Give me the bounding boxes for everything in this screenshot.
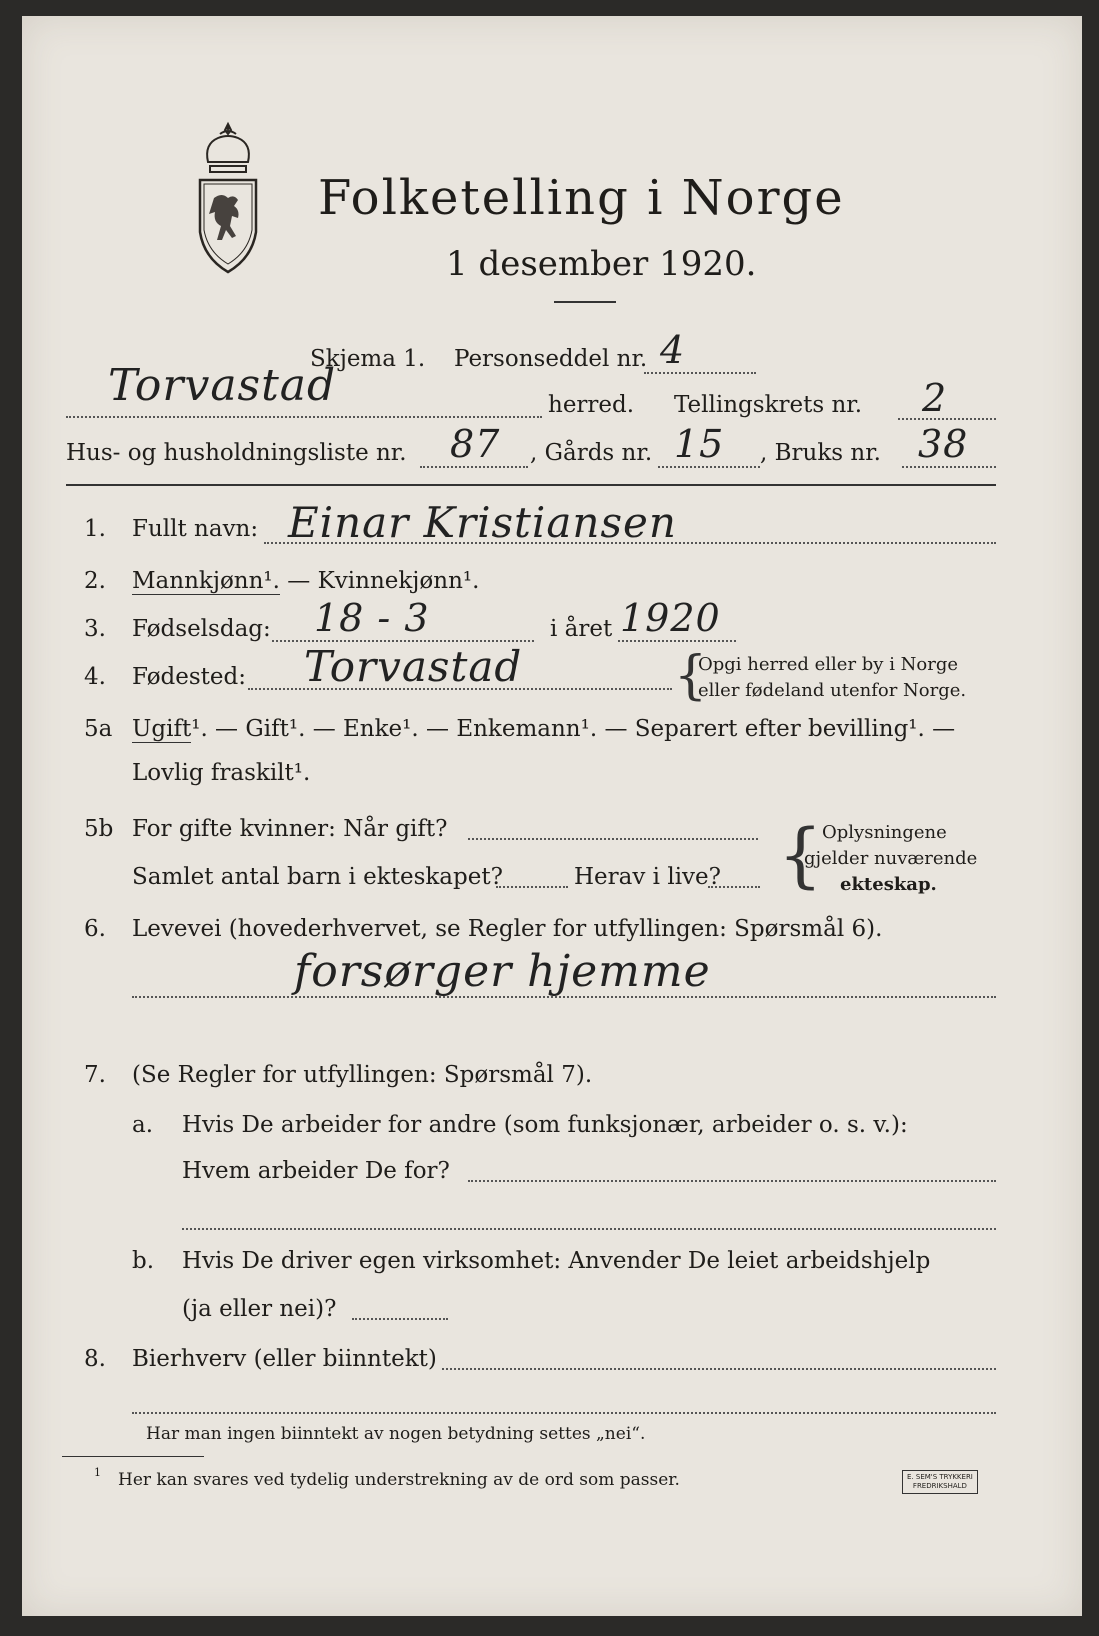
year-line	[618, 640, 736, 642]
tellingskrets-value[interactable]: 2	[922, 376, 948, 420]
q7-label: (Se Regler for utfyllingen: Spørsmål 7).	[132, 1062, 593, 1088]
footnote-text: Her kan svares ved tydelig understrekning av de ord som passer.	[118, 1470, 680, 1490]
q7b-number: b.	[132, 1248, 155, 1274]
q1-number: 1.	[84, 516, 106, 542]
birth-year-value[interactable]: 1920	[620, 596, 721, 640]
bruks-value[interactable]: 38	[918, 422, 969, 466]
q8-line-2	[132, 1412, 996, 1414]
q5b-note-2: gjelder nuværende	[804, 848, 978, 869]
printer-stamp-line2: FREDRIKSHALD	[912, 1482, 967, 1490]
title-divider	[554, 301, 616, 303]
herred-value[interactable]: Torvastad	[108, 360, 337, 411]
q1-label: Fullt navn:	[132, 516, 259, 542]
gards-value[interactable]: 15	[674, 422, 725, 466]
ugift-option[interactable]: Ugift	[132, 716, 192, 742]
q4-note-2: eller fødeland utenfor Norge.	[698, 680, 967, 701]
herred-label: herred.	[548, 392, 635, 418]
q7a-line-2	[182, 1228, 996, 1230]
birthday-value[interactable]: 18 - 3	[314, 596, 430, 640]
q5b-number: 5b	[84, 816, 114, 842]
q4-number: 4.	[84, 664, 106, 690]
q6-label: Levevei (hovederhvervet, se Regler for utfyllingen: Spørsmål 6).	[132, 916, 883, 942]
q5b-line2: Samlet antal barn i ekteskapet?	[132, 864, 503, 890]
bruks-label: , Bruks nr.	[760, 440, 881, 466]
hus-line	[420, 466, 528, 468]
birthplace-value[interactable]: Torvastad	[304, 642, 523, 691]
q8-note: Har man ingen biinntekt av nogen betydning settes „nei“.	[146, 1424, 646, 1444]
q7b-line2: (ja eller nei)?	[182, 1296, 337, 1322]
census-form-sheet	[22, 16, 1082, 1616]
q5b-note-1: Oplysningene	[822, 822, 947, 843]
q5b-note-3: ekteskap.	[840, 874, 937, 895]
q5b-alive-line	[708, 886, 760, 888]
q3-label: Fødselsdag:	[132, 616, 271, 642]
q2-number: 2.	[84, 568, 106, 594]
skjema-label: Skjema 1.	[310, 346, 426, 372]
bruks-line	[902, 466, 996, 468]
personseddel-label: Personseddel nr.	[454, 346, 648, 372]
q7b-line1: Hvis De driver egen virksomhet: Anvender De leiet arbeidshjelp	[182, 1248, 931, 1274]
q4-note-1: Opgi herred eller by i Norge	[698, 654, 959, 675]
q5b-line2b: Herav i live?	[574, 864, 721, 890]
q5a-other-options[interactable]: ¹. — Gift¹. — Enke¹. — Enkemann¹. — Separert efter bevilling¹. —	[191, 716, 956, 742]
herred-line	[66, 416, 542, 418]
printer-stamp	[902, 1470, 978, 1494]
gards-label: , Gårds nr.	[530, 440, 653, 466]
q5b-line1: For gifte kvinner: Når gift?	[132, 816, 448, 842]
q5a-line2[interactable]: Lovlig fraskilt¹.	[132, 760, 311, 786]
q4-brace: {	[674, 646, 708, 706]
q8-label: Bierhverv (eller biinntekt)	[132, 1346, 437, 1372]
male-option[interactable]: Mannkjønn¹.	[132, 568, 280, 594]
gards-line	[658, 466, 760, 468]
female-option[interactable]: Kvinnekjønn¹.	[317, 568, 480, 594]
q7-number: 7.	[84, 1062, 106, 1088]
q7b-line	[352, 1318, 448, 1320]
personseddel-line	[644, 372, 756, 374]
q7a-line2: Hvem arbeider De for?	[182, 1158, 450, 1184]
q6-line	[132, 996, 996, 998]
q7a-line	[468, 1180, 996, 1182]
q8-number: 8.	[84, 1346, 106, 1372]
q3-number: 3.	[84, 616, 106, 642]
hus-value[interactable]: 87	[450, 422, 501, 466]
q5a-number: 5a	[84, 716, 113, 742]
q2-options	[132, 568, 479, 594]
header-rule	[66, 484, 996, 486]
occupation-value[interactable]: forsørger hjemme	[294, 946, 711, 997]
hus-label: Hus- og husholdningsliste nr.	[66, 440, 407, 466]
footnote-mark: 1	[94, 1466, 101, 1479]
norwegian-coat-of-arms-icon	[190, 120, 266, 278]
footnote-rule	[62, 1456, 204, 1457]
q4-label: Fødested:	[132, 664, 247, 690]
personseddel-value[interactable]: 4	[660, 328, 686, 372]
q7a-number: a.	[132, 1112, 154, 1138]
q5b-brace: {	[778, 814, 823, 896]
census-date: 1 desember 1920.	[446, 244, 757, 284]
q7a-line1: Hvis De arbeider for andre (som funksjonær, arbeider o. s. v.):	[182, 1112, 908, 1138]
printer-stamp-line1: E. SEM'S TRYKKERI	[907, 1473, 973, 1481]
q6-number: 6.	[84, 916, 106, 942]
q5a-line1	[132, 716, 955, 742]
q2-separator: —	[279, 568, 318, 594]
form-title: Folketelling i Norge	[318, 170, 845, 226]
q5b-married-line	[468, 838, 758, 840]
q8-line	[442, 1368, 996, 1370]
q5b-children-line	[496, 886, 568, 888]
year-label: i året	[550, 616, 613, 642]
full-name-value[interactable]: Einar Kristiansen	[288, 498, 677, 547]
tellingskrets-label: Tellingskrets nr.	[674, 392, 863, 418]
